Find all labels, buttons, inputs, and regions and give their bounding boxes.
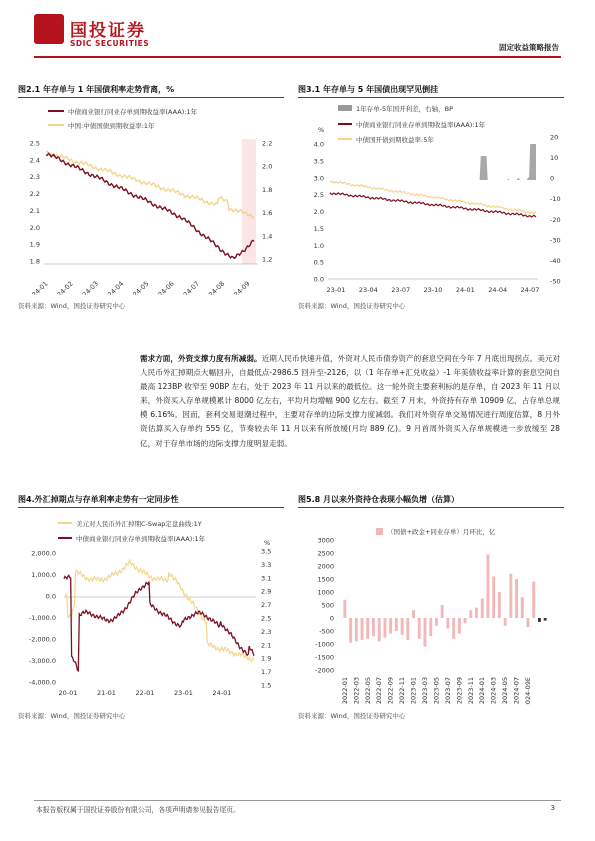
- fig3-right-tick: -40: [550, 256, 561, 265]
- fig5-bar: [372, 618, 375, 636]
- fig3-legend3: 中债国开债到期收益率:5年: [356, 136, 434, 144]
- fig5-x-tick: 2022-09: [386, 677, 395, 705]
- fig4-right-tick: 3.1: [261, 574, 272, 583]
- fig3-right-tick: -10: [550, 195, 561, 204]
- fig5-rule: [298, 507, 564, 508]
- fig3-x-tick: 23-07: [391, 286, 411, 294]
- fig5-x-tick: 2022-05: [363, 677, 372, 705]
- fig4-x-tick: 21-01: [97, 689, 116, 697]
- fig2-x-tick: 24-03: [80, 279, 100, 295]
- fig2-source: 资料来源：Wind，国投证券研究中心: [18, 302, 126, 310]
- logo-chinese: 国投证券: [70, 21, 146, 41]
- fig2-legend1: 中债商业银行同业存单到期收益率(AAA):1年: [68, 108, 198, 116]
- fig3-right-tick: -30: [550, 236, 561, 245]
- fig5-bar: [418, 618, 421, 639]
- fig5-bar: [389, 618, 392, 634]
- body-lead: 需求方面，外资支撑力度有所减弱。: [140, 354, 262, 363]
- page-number: 3: [550, 804, 555, 812]
- fig5-bar: [515, 579, 518, 618]
- fig4-title: 图4.外汇掉期点与存单利率走势有一定同步性: [18, 495, 179, 504]
- fig4-right-tick: 1.7: [261, 668, 272, 677]
- fig2-left-tick: 2.3: [29, 173, 40, 182]
- fig2-x-tick: 24-05: [131, 279, 151, 295]
- fig4-source: 资料来源：Wind，国投证券研究中心: [18, 712, 126, 720]
- fig5-y-tick: 1500: [317, 575, 334, 584]
- fig4-left-tick: 0.0: [45, 592, 56, 601]
- fig3-right-tick: -50: [550, 277, 561, 286]
- fig2-legend2: 中国:中债国债到期收益率:1年: [68, 122, 155, 130]
- fig4-unit: %: [264, 539, 271, 547]
- fig5-y-tick: 500: [321, 601, 334, 610]
- fig2-x-tick: 24-06: [156, 279, 176, 295]
- fig3-title: 图3.1 年存单与 5 年国债出现罕见倒挂: [298, 85, 439, 94]
- fig5-x-tick: 2022-07: [375, 677, 384, 705]
- fig2-x-tick: 24-07: [181, 279, 201, 295]
- fig5-bar: [441, 605, 444, 618]
- fig4-left-tick: -4,000.0: [28, 678, 56, 687]
- fig3-x-tick: 24-07: [520, 286, 540, 294]
- fig4-right-tick: 1.9: [261, 654, 272, 663]
- fig2-x-tick: 24-08: [207, 279, 227, 295]
- fig4-right-tick: 3.5: [261, 547, 272, 556]
- fig5-bar: [401, 618, 404, 635]
- fig5-y-tick: 2500: [317, 549, 334, 558]
- fig2-left-tick: 2.0: [29, 223, 40, 232]
- fig5-x-tick: 2024-01: [478, 677, 487, 705]
- fig5-bar: [366, 618, 369, 639]
- fig5-title: 图5.8 月以来外资持仓表现小幅负增（估算）: [298, 495, 459, 504]
- fig4-x-tick: 20-01: [58, 689, 78, 697]
- fig4-rule: [18, 507, 284, 508]
- fig3-source: 资料来源：Wind，国投证券研究中心: [298, 302, 406, 310]
- fig5-bar: [504, 618, 507, 626]
- fig2-right-tick: 1.2: [262, 255, 273, 264]
- fig5-bar: [475, 608, 478, 618]
- fig4-right-tick: 2.3: [261, 627, 272, 636]
- fig5-x-tick: 2022-11: [398, 677, 407, 705]
- fig5-bar: [464, 618, 467, 623]
- fig5-bar: [469, 610, 472, 618]
- fig5-bar: [521, 597, 524, 618]
- header-rule: [34, 56, 561, 58]
- fig3-left-tick: 3.5: [313, 157, 324, 166]
- fig4-left-tick: 2,000.0: [31, 549, 56, 558]
- fig3-legend1: 1年存单-5年国开利差，右轴，BP: [356, 105, 453, 113]
- fig5-x-tick: 2022-01: [340, 677, 349, 705]
- fig5-bar: [429, 618, 432, 636]
- fig5-bar: [349, 618, 352, 643]
- fig5-y-tick: 3000: [317, 536, 334, 545]
- fig5-source: 资料来源：Wind，国投证券研究中心: [298, 712, 406, 720]
- fig5-x-tick: 2023-03: [420, 677, 429, 705]
- fig5-bar: [446, 618, 449, 628]
- fig2-right-tick: 1.6: [262, 209, 273, 218]
- fig4-legend1: 美元对人民币外汇掉期C-Swap定盘曲线:1Y: [76, 520, 202, 528]
- fig5-bar: [487, 554, 490, 618]
- fig5-bar: [544, 618, 547, 621]
- fig2-right-tick: 1.8: [262, 185, 273, 194]
- footer-disclaimer: 本报告版权属于国投证券股份有限公司，各项声明请参见报告尾页。: [36, 806, 240, 814]
- fig4-x-tick: 22-01: [135, 689, 155, 697]
- fig5-bar: [424, 618, 427, 647]
- fig5-x-tick: 2024-07: [512, 677, 521, 705]
- fig5-bar: [395, 618, 398, 631]
- fig2-left-tick: 2.4: [29, 156, 40, 165]
- fig5-bar: [498, 592, 501, 618]
- fig5-y-tick: 2000: [317, 562, 334, 571]
- fig5-bar: [406, 618, 409, 640]
- fig5-bar: [452, 618, 455, 639]
- fig2-chart: [18, 99, 284, 299]
- fig3-right-tick: 20: [550, 133, 559, 142]
- fig4-x-tick: 23-01: [174, 689, 193, 697]
- fig2-left-tick: 1.8: [29, 257, 40, 266]
- fig3-left-tick: 0.5: [313, 258, 324, 267]
- fig5-x-tick: 2023-11: [466, 677, 475, 705]
- fig5-bar: [361, 618, 364, 640]
- fig4-right-tick: 2.5: [261, 614, 272, 623]
- fig3-x-tick: 23-04: [358, 286, 378, 294]
- fig5-bar: [355, 618, 358, 641]
- fig2-right-tick: 2.0: [262, 162, 273, 171]
- sdic-logo-mark: [34, 14, 64, 44]
- fig2-rule: [18, 97, 284, 98]
- fig5-y-tick: -500: [319, 627, 334, 636]
- fig3-x-tick: 24-04: [488, 286, 508, 294]
- fig5-bar: [435, 618, 438, 626]
- fig3-rule: [298, 97, 564, 98]
- fig3-left-tick: 2.0: [313, 208, 324, 216]
- fig2-left-tick: 2.5: [29, 139, 40, 148]
- fig5-x-tick: 2023-01: [409, 677, 418, 705]
- logo-english: SDIC SECURITIES: [70, 39, 150, 48]
- fig5-x-tick: 2022-03: [352, 677, 361, 705]
- fig4-x-tick: 24-01: [212, 689, 232, 697]
- report-type: 固定收益策略报告: [499, 43, 559, 52]
- fig5-bar: [384, 618, 387, 638]
- fig5-bar: [492, 576, 495, 618]
- fig5-y-tick: -1000: [315, 640, 334, 649]
- fig5-bar: [527, 618, 530, 627]
- fig2-title: 图2.1 年存单与 1 年国债利率走势背离，%: [18, 85, 175, 94]
- fig3-left-tick: 3.0: [313, 174, 324, 183]
- fig5-y-tick: 0: [329, 614, 334, 623]
- fig2-x-tick: 24-04: [106, 279, 126, 295]
- fig3-chart: [298, 99, 564, 299]
- fig5-bar: [509, 574, 512, 618]
- fig5-bar: [412, 610, 415, 618]
- fig5-bar: [458, 618, 461, 634]
- fig5-legend1: （国债+政金+同业存单）月环比，亿: [387, 528, 496, 536]
- fig5-chart: [298, 509, 564, 709]
- fig4-legend2: 中债商业银行同业存单到期收益率(AAA):1年: [76, 535, 206, 543]
- fig5-x-tick: 2024-05: [501, 677, 510, 705]
- fig3-left-tick: 4.0: [313, 140, 324, 149]
- fig3-unit: %: [318, 126, 325, 134]
- fig2-x-tick: 24-01: [30, 279, 50, 295]
- fig4-left-tick: -1,000.0: [28, 614, 56, 622]
- fig5-bar: [532, 582, 535, 618]
- fig5-bar: [343, 600, 346, 618]
- fig4-chart: [18, 509, 284, 709]
- fig5-y-tick: -2000: [315, 666, 334, 675]
- fig5-bar: [481, 599, 484, 619]
- fig4-right-tick: 2.7: [261, 601, 272, 610]
- fig3-left-tick: 1.5: [313, 224, 324, 233]
- body-paragraph: [140, 352, 560, 451]
- fig3-right-tick: 10: [550, 154, 559, 163]
- fig5-x-tick: 2023-07: [443, 677, 452, 705]
- fig3-left-tick: 0.0: [313, 275, 324, 284]
- fig3-right-tick: 0: [550, 174, 555, 183]
- fig4-left-tick: -3,000.0: [28, 657, 56, 665]
- fig2-left-tick: 2.1: [29, 206, 40, 215]
- fig4-right-tick: 1.5: [261, 681, 272, 690]
- fig3-x-tick: 24-01: [455, 286, 475, 294]
- fig4-right-tick: 2.9: [261, 587, 272, 596]
- fig5-y-tick: -1500: [315, 653, 334, 662]
- fig2-x-tick: 24-09: [232, 279, 252, 295]
- fig5-x-tick: 2024-09E: [523, 677, 532, 705]
- fig5-y-tick: 1000: [317, 588, 334, 597]
- fig5-x-tick: 2023-05: [432, 677, 441, 705]
- fig2-left-tick: 1.9: [29, 240, 40, 249]
- fig5-x-tick: 2024-03: [489, 677, 498, 705]
- fig2-left-tick: 2.2: [29, 190, 40, 199]
- fig3-legend2: 中债商业银行同业存单到期收益率(AAA):1年: [356, 121, 486, 129]
- fig4-left-tick: -2,000.0: [28, 635, 56, 644]
- fig5-bar: [378, 618, 381, 641]
- fig4-right-tick: 2.1: [261, 641, 272, 650]
- fig2-right-tick: 2.2: [262, 139, 273, 148]
- footer-rule: [34, 800, 561, 801]
- fig4-left-tick: 1,000.0: [31, 571, 56, 579]
- fig4-right-tick: 3.3: [261, 560, 272, 569]
- fig5-x-tick: 2023-09: [455, 677, 464, 705]
- fig5-bar: [538, 618, 541, 622]
- fig3-x-tick: 23-01: [326, 286, 346, 294]
- body-text: 近期人民币快速升值，外资对人民币债券资产的套息空间在今年 7 月底出现拐点。美元对人民币外汇掉期点大幅回升，自最低点-2986.5 回升至-2126，以（1 年存单+汇兑收益）-1 年美债收益率计算的套息空间自最高 123BP 收窄至 90BP 左右，处于 2023 年 11 月以来的最低位。这一轮外资主要套利标的是存单，自 2023 年 11 月以来，外资买入存单规模累计 8000 亿左右，平均月均增幅 900 亿左右。截至 7 月末，外资持有存单 10909 亿，占存单总规模 6.16%。因而，套利交易退潮过程中，主要对存单的边际支撑力度减弱。我们对外资存单交易情况进行周度估算，8 月外资估算买入存单约 555 亿，节奏较去年 11 月以来有所放缓(月均 889 亿)。9 月首周外资买入存单规模进一步放缓至 28 亿，对于存单市场的边际支撑力度明显走弱。: [140, 354, 561, 448]
- fig3-x-tick: 23-10: [423, 286, 443, 294]
- fig3-right-tick: -20: [550, 215, 561, 224]
- fig3-left-tick: 1.0: [313, 241, 324, 250]
- fig2-x-tick: 24-02: [55, 279, 75, 295]
- fig2-right-tick: 1.4: [262, 232, 273, 241]
- fig3-left-tick: 2.5: [313, 191, 324, 200]
